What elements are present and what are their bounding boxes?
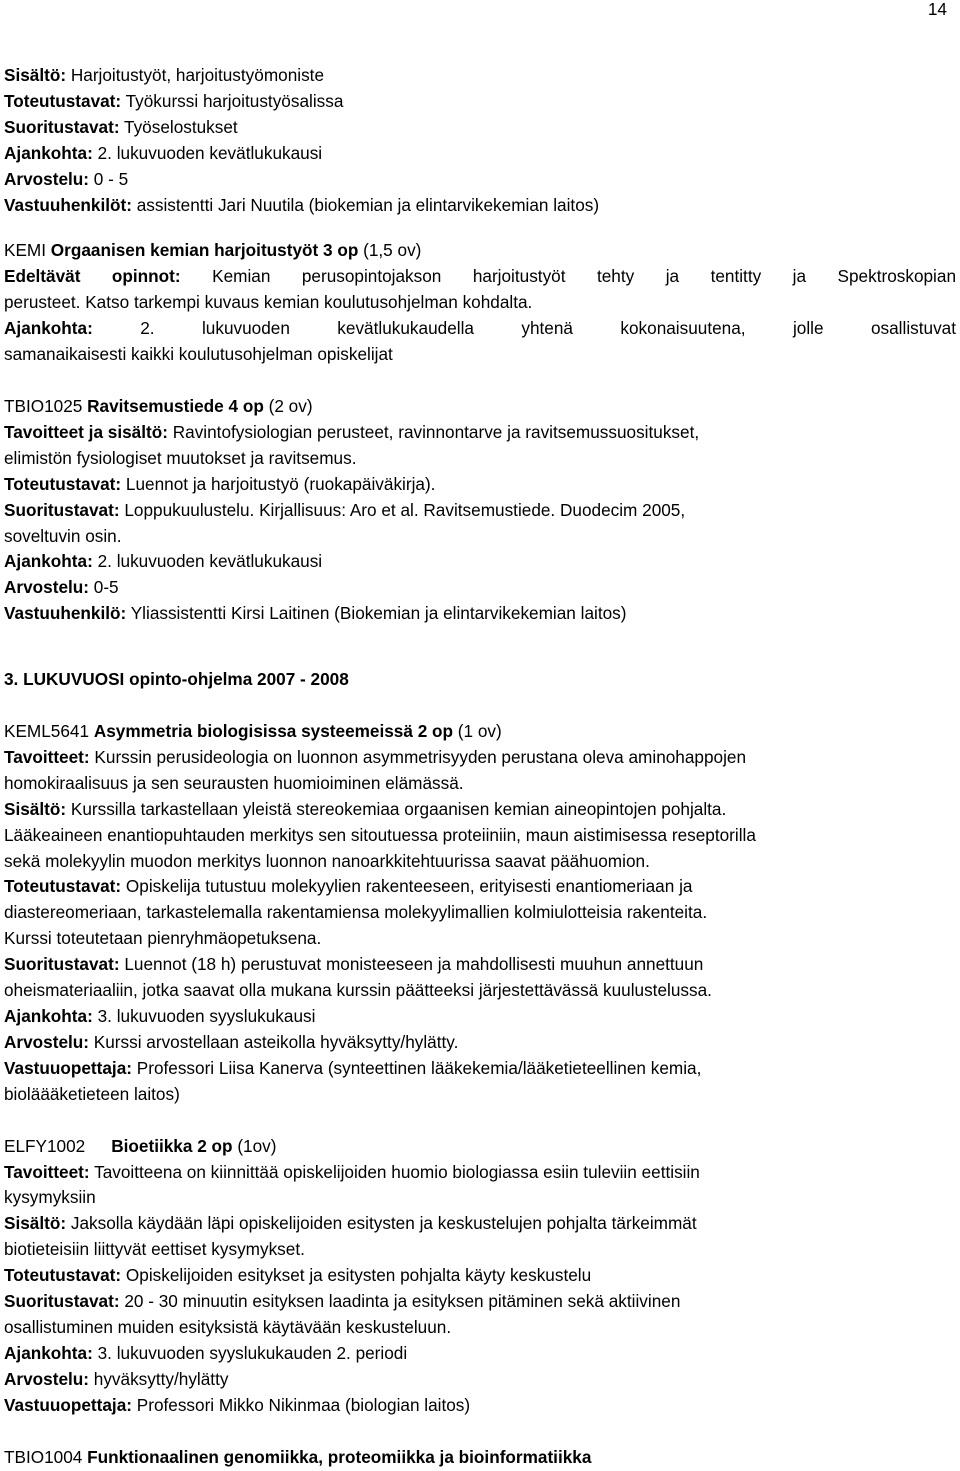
field-sisalto-cont: Lääkeaineen enantiopuhtauden merkitys sen sitoutuessa proteiiniin, maun aistimisessa reseptorilla: [4, 824, 756, 845]
field-toteutustavat-cont2: Kurssi toteutetaan pienryhmäopetuksena.: [4, 928, 322, 949]
field-tavoitteet-cont: homokiraalisuus ja sen seurausten huomioiminen elämässä.: [4, 772, 464, 793]
field-suoritustavat-cont: osallistuminen muiden esityksistä käytävään keskusteluun.: [4, 1316, 452, 1337]
field-ajankohta-cont: samanaikaisesti kaikki koulutusohjelman opiskelijat: [4, 344, 393, 365]
course-title: KEML5641 Asymmetria biologisissa systeemeissä 2 op (1 ov): [4, 721, 502, 742]
page-number: 14: [927, 0, 947, 19]
course-title: ELFY1002 Bioetiikka 2 op (1ov): [4, 1135, 277, 1156]
field-tavoitteet: Tavoitteet: Kurssin perusideologia on luonnon asymmetrisyyden perustana oleva aminohappojen: [4, 746, 747, 767]
field-sisalto: Sisältö: Jaksolla käydään läpi opiskelijoiden esitysten ja keskustelujen pohjalta tärkeimmät: [4, 1213, 697, 1234]
course-block-keml5641: [4, 719, 956, 1108]
field-ajankohta: Ajankohta: 2. lukuvuoden kevätlukukaudella yhtenä kokonaisuutena, jolle osallistuvat: [4, 318, 956, 339]
section-title: 3. LUKUVUOSI opinto-ohjelma 2007 - 2008: [4, 669, 349, 690]
field-arvostelu: Arvostelu: hyväksytty/hylätty: [4, 1368, 229, 1389]
course-block-tbio1004: [4, 1445, 956, 1471]
field-vastuuhenkilot: Vastuuhenkilöt: assistentti Jari Nuutila (biokemian ja elintarvikekemian laitos): [4, 194, 600, 215]
course-block-tbio1025: [4, 394, 956, 627]
field-toteutustavat-cont: diastereomeriaan, tarkastelemalla rakentamiensa molekyylimallien kolmiulotteisia rakenteita.: [4, 902, 708, 923]
document-body: [4, 63, 956, 1471]
field-toteutustavat: Toteutustavat: Luennot ja harjoitustyö (ruokapäiväkirja).: [4, 473, 436, 494]
course-title: TBIO1025 Ravitsemustiede 4 op (2 ov): [4, 395, 313, 416]
field-edeltavat: Edeltävät opinnot: Kemian perusopintojakson harjoitustyöt tehty ja tentitty ja Spektroskopian: [4, 266, 956, 287]
field-ajankohta: Ajankohta: 3. lukuvuoden syyslukukausi: [4, 1006, 316, 1026]
field-suoritustavat: Suoritustavat: Työselostukset: [4, 116, 238, 137]
field-ajankohta: Ajankohta: 2. lukuvuoden kevätlukukausi: [4, 142, 323, 163]
field-vastuuhenkilo: Vastuuhenkilö: Yliassistentti Kirsi Laitinen (Biokemian ja elintarvikekemian laitos): [4, 603, 627, 624]
field-toteutustavat: Toteutustavat: Työkurssi harjoitustyösalissa: [4, 90, 344, 111]
field-suoritustavat-cont: soveltuvin osin.: [4, 525, 122, 546]
field-edeltavat-cont: perusteet. Katso tarkempi kuvaus kemian koulutusohjelman kohdalta.: [4, 292, 533, 313]
field-sisalto-cont: biotieteisiin liittyvät eettiset kysymykset.: [4, 1239, 305, 1260]
field-tavoitteet-cont: elimistön fysiologiset muutokset ja ravitsemus.: [4, 447, 357, 468]
field-suoritustavat-cont: oheismateriaaliin, jotka saavat olla mukana kurssin päätteeksi järjestettävässä kuulustelussa.: [4, 980, 712, 1001]
field-arvostelu: Arvostelu: Kurssi arvostellaan asteikolla hyväksytty/hylätty.: [4, 1031, 459, 1052]
field-sisalto-cont2: sekä molekyylin muodon merkitys luonnon nanoarkkitehtuurissa saavat päähuomion.: [4, 850, 650, 871]
field-tavoitteet: Tavoitteet: Tavoitteena on kiinnittää opiskelijoiden huomio biologiassa esiin tuleviin eettisiin: [4, 1161, 700, 1182]
field-vastuuopettaja: Vastuuopettaja: Professori Mikko Nikinmaa (biologian laitos): [4, 1394, 471, 1415]
field-sisalto: Sisältö: Harjoitustyöt, harjoitustyömoniste: [4, 65, 324, 85]
field-ajankohta: Ajankohta: 2. lukuvuoden kevätlukukausi: [4, 551, 323, 572]
field-suoritustavat: Suoritustavat: Loppukuulustelu. Kirjallisuus: Aro et al. Ravitsemustiede. Duodecim 2005,: [4, 499, 686, 520]
field-toteutustavat: Toteutustavat: Opiskelijoiden esitykset ja esitysten pohjalta käyty keskustelu: [4, 1265, 592, 1286]
field-vastuuopettaja-cont: bioläääketieteen laitos): [4, 1083, 180, 1104]
field-vastuuopettaja: Vastuuopettaja: Professori Liisa Kanerva (synteettinen lääkekemia/lääketieteellinen kemia,: [4, 1057, 702, 1078]
course-title: KEMI Orgaanisen kemian harjoitustyöt 3 op (1,5 ov): [4, 240, 422, 261]
course-title: TBIO1004 Funktionaalinen genomiikka, proteomiikka ja bioinformatiikka: [4, 1446, 592, 1467]
field-toteutustavat: Toteutustavat: Opiskelija tutustuu molekyylien rakenteeseen, erityisesti enantiomeriaan ja: [4, 876, 693, 897]
field-sisalto: Sisältö: Kurssilla tarkastellaan yleistä stereokemiaa orgaanisen kemian aineopintojen pohjalta.: [4, 798, 727, 819]
field-suoritustavat: Suoritustavat: 20 - 30 minuutin esityksen laadinta ja esityksen pitäminen sekä aktiivinen: [4, 1291, 681, 1312]
course-block-elfy1002: [4, 1134, 956, 1419]
field-ajankohta: Ajankohta: 3. lukuvuoden syyslukukauden 2. periodi: [4, 1342, 408, 1363]
field-arvostelu: Arvostelu: 0 - 5: [4, 168, 129, 189]
course-block-kemi: [4, 238, 956, 368]
field-tavoitteet: Tavoitteet ja sisältö: Ravintofysiologian perusteet, ravinnontarve ja ravitsemussuositukset,: [4, 421, 700, 442]
field-arvostelu: Arvostelu: 0-5: [4, 577, 119, 598]
field-tavoitteet-cont: kysymyksiin: [4, 1187, 96, 1208]
course-block-harjoitustyot: [4, 63, 956, 218]
field-suoritustavat: Suoritustavat: Luennot (18 h) perustuvat monisteeseen ja mahdollisesti muuhun annettuun: [4, 954, 704, 975]
